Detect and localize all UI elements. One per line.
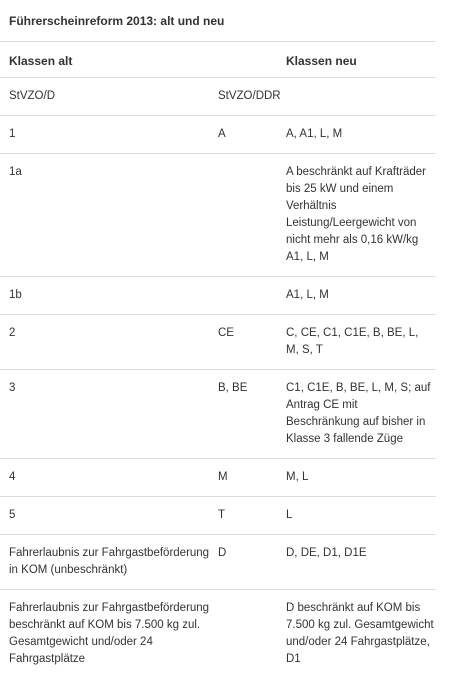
- table-row: [0, 535, 436, 590]
- cell-new-class: C1, C1E, B, BE, L, M, S; auf Antrag CE mit Beschränkung auf bisher in Klasse 3 fallende Züge: [286, 370, 436, 459]
- table-row: [0, 590, 436, 679]
- cell-ddr-class: M: [218, 459, 286, 497]
- cell-new-class: [286, 78, 436, 116]
- cell-ddr-class: [218, 277, 286, 315]
- cell-old-class: 1: [0, 116, 218, 154]
- header-row: [0, 42, 436, 78]
- cell-old-class: 2: [0, 315, 218, 370]
- cell-ddr-class: CE: [218, 315, 286, 370]
- cell-old-class: 1b: [0, 277, 218, 315]
- cell-old-class: 5: [0, 497, 218, 535]
- cell-ddr-class: B, BE: [218, 370, 286, 459]
- cell-ddr-class: A: [218, 116, 286, 154]
- cell-new-class: A, A1, L, M: [286, 116, 436, 154]
- header-empty: [218, 42, 286, 78]
- table-row: [0, 277, 436, 315]
- license-classes-table: [0, 41, 436, 678]
- cell-old-class: Fahrerlaubnis zur Fahrgastbeförderung in KOM (unbeschränkt): [0, 535, 218, 590]
- cell-ddr-class: D: [218, 535, 286, 590]
- table-row: [0, 497, 436, 535]
- cell-old-class: Fahrerlaubnis zur Fahrgastbeförderung beschränkt auf KOM bis 7.500 kg zul. Gesamtgewicht und/oder 24 Fahrgastplätze: [0, 590, 218, 679]
- table-row: [0, 459, 436, 497]
- cell-new-class: D, DE, D1, D1E: [286, 535, 436, 590]
- cell-ddr-class: [218, 154, 286, 277]
- table-row: [0, 116, 436, 154]
- cell-new-class: L: [286, 497, 436, 535]
- cell-new-class: A beschränkt auf Krafträder bis 25 kW und einem Verhältnis Leistung/Leergewicht von nicht mehr als 0,16 kW/kg A1, L, M: [286, 154, 436, 277]
- cell-ddr-class: T: [218, 497, 286, 535]
- cell-new-class: M, L: [286, 459, 436, 497]
- cell-old-class: 4: [0, 459, 218, 497]
- cell-ddr-class: [218, 590, 286, 679]
- cell-ddr-class: StVZO/DDR: [218, 78, 286, 116]
- cell-new-class: D beschränkt auf KOM bis 7.500 kg zul. Gesamtgewicht und/oder 24 Fahrgastplätze, D1: [286, 590, 436, 679]
- table-title: Führerscheinreform 2013: alt und neu: [9, 14, 225, 28]
- cell-old-class: 3: [0, 370, 218, 459]
- cell-new-class: A1, L, M: [286, 277, 436, 315]
- header-classes-new: Klassen neu: [286, 42, 436, 78]
- table-row: [0, 78, 436, 116]
- table-row: [0, 154, 436, 277]
- header-classes-old: Klassen alt: [0, 42, 218, 78]
- cell-old-class: 1a: [0, 154, 218, 277]
- cell-old-class: StVZO/D: [0, 78, 218, 116]
- table-row: [0, 315, 436, 370]
- table-row: [0, 370, 436, 459]
- cell-new-class: C, CE, C1, C1E, B, BE, L, M, S, T: [286, 315, 436, 370]
